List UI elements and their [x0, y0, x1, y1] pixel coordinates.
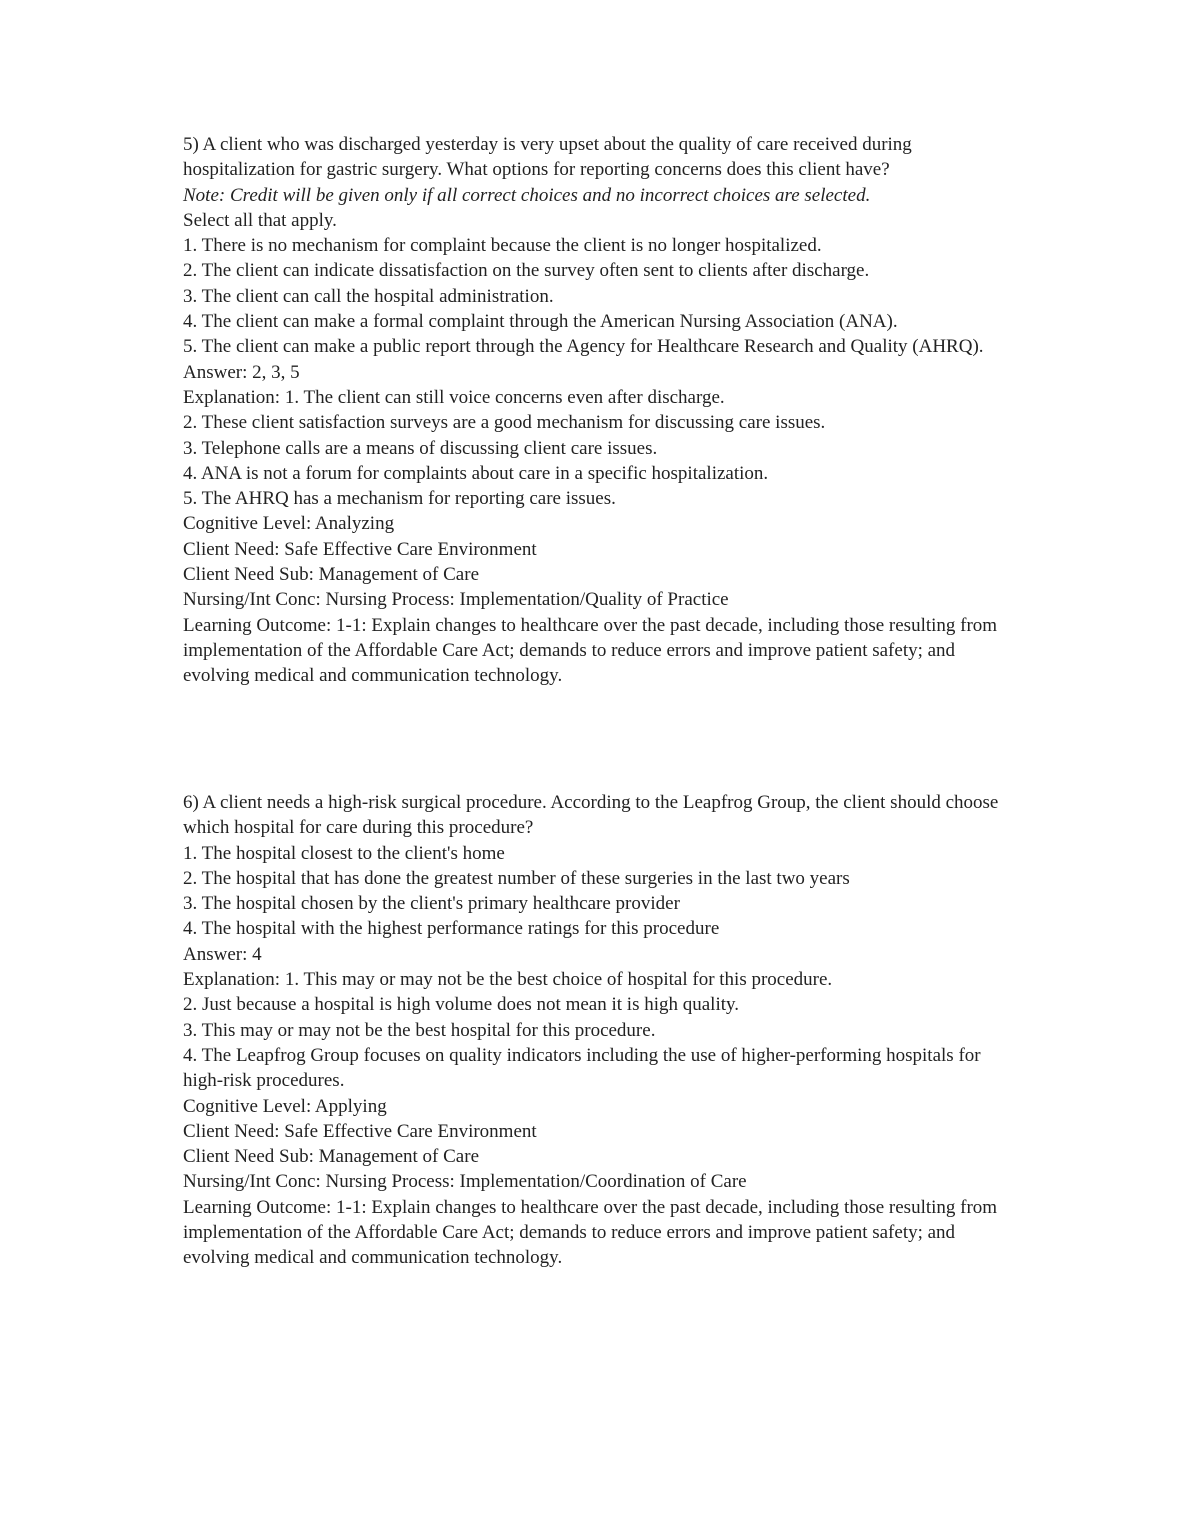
answer-option: 3. The hospital chosen by the client's primary healthcare provider	[183, 893, 680, 915]
question-5	[183, 132, 1013, 689]
client-need-sub: Client Need Sub: Management of Care	[183, 564, 480, 586]
explanation-line: 4. ANA is not a forum for complaints about care in a specific hospitalization.	[183, 462, 769, 484]
cognitive-level: Cognitive Level: Analyzing	[183, 513, 395, 535]
answer-key: Answer: 4	[183, 943, 262, 965]
answer-option: 4. The hospital with the highest performance ratings for this procedure	[183, 918, 720, 940]
answer-option: 3. The client can call the hospital administration.	[183, 285, 554, 307]
answer-option: 4. The client can make a formal complaint through the American Nursing Association (ANA).	[183, 311, 898, 333]
explanation-line: Explanation: 1. This may or may not be the best choice of hospital for this procedure.	[183, 969, 833, 991]
explanation-line: 2. Just because a hospital is high volume does not mean it is high quality.	[183, 994, 740, 1016]
answer-option: 1. The hospital closest to the client's home	[183, 842, 505, 864]
explanation-line: Explanation: 1. The client can still voice concerns even after discharge.	[183, 386, 725, 408]
question-note: Note: Credit will be given only if all correct choices and no incorrect choices are selected.	[183, 184, 871, 206]
question-6	[183, 790, 1013, 1271]
learning-outcome: Learning Outcome: 1-1: Explain changes to healthcare over the past decade, including those resulting from implementation of the Affordable Care Act; demands to reduce errors and improve patient safety; and evolving medical and communication technology.	[183, 614, 998, 687]
question-stem: 6) A client needs a high-risk surgical procedure. According to the Leapfrog Group, the client should choose which hospital for care during this procedure?	[183, 792, 999, 839]
explanation-line: 4. The Leapfrog Group focuses on quality indicators including the use of higher-performing hospitals for high-risk procedures.	[183, 1044, 981, 1092]
client-need: Client Need: Safe Effective Care Environment	[183, 1120, 537, 1142]
answer-option: 5. The client can make a public report through the Agency for Healthcare Research and Quality (AHRQ).	[183, 336, 984, 358]
explanation-line: 2. These client satisfaction surveys are a good mechanism for discussing care issues.	[183, 412, 826, 434]
learning-outcome: Learning Outcome: 1-1: Explain changes to healthcare over the past decade, including those resulting from implementation of the Affordable Care Act; demands to reduce errors and improve patient safety; and evolving medical and communication technology.	[183, 1196, 998, 1269]
client-need: Client Need: Safe Effective Care Environment	[183, 538, 537, 560]
explanation-line: 3. This may or may not be the best hospital for this procedure.	[183, 1019, 656, 1041]
answer-option: 1. There is no mechanism for complaint because the client is no longer hospitalized.	[183, 235, 822, 257]
nursing-concept: Nursing/Int Conc: Nursing Process: Implementation/Coordination of Care	[183, 1171, 747, 1193]
nursing-concept: Nursing/Int Conc: Nursing Process: Implementation/Quality of Practice	[183, 589, 729, 611]
cognitive-level: Cognitive Level: Applying	[183, 1095, 387, 1117]
answer-option: 2. The hospital that has done the greatest number of these surgeries in the last two years	[183, 867, 850, 889]
explanation-line: 5. The AHRQ has a mechanism for reporting care issues.	[183, 488, 616, 510]
answer-option: 2. The client can indicate dissatisfaction on the survey often sent to clients after discharge.	[183, 260, 870, 282]
client-need-sub: Client Need Sub: Management of Care	[183, 1146, 480, 1168]
question-stem: 5) A client who was discharged yesterday is very upset about the quality of care received during hospitalization for gastric surgery. What options for reporting concerns does this client have?	[183, 134, 912, 181]
explanation-line: 3. Telephone calls are a means of discussing client care issues.	[183, 437, 658, 459]
answer-key: Answer: 2, 3, 5	[183, 361, 300, 383]
question-instruction: Select all that apply.	[183, 209, 337, 231]
